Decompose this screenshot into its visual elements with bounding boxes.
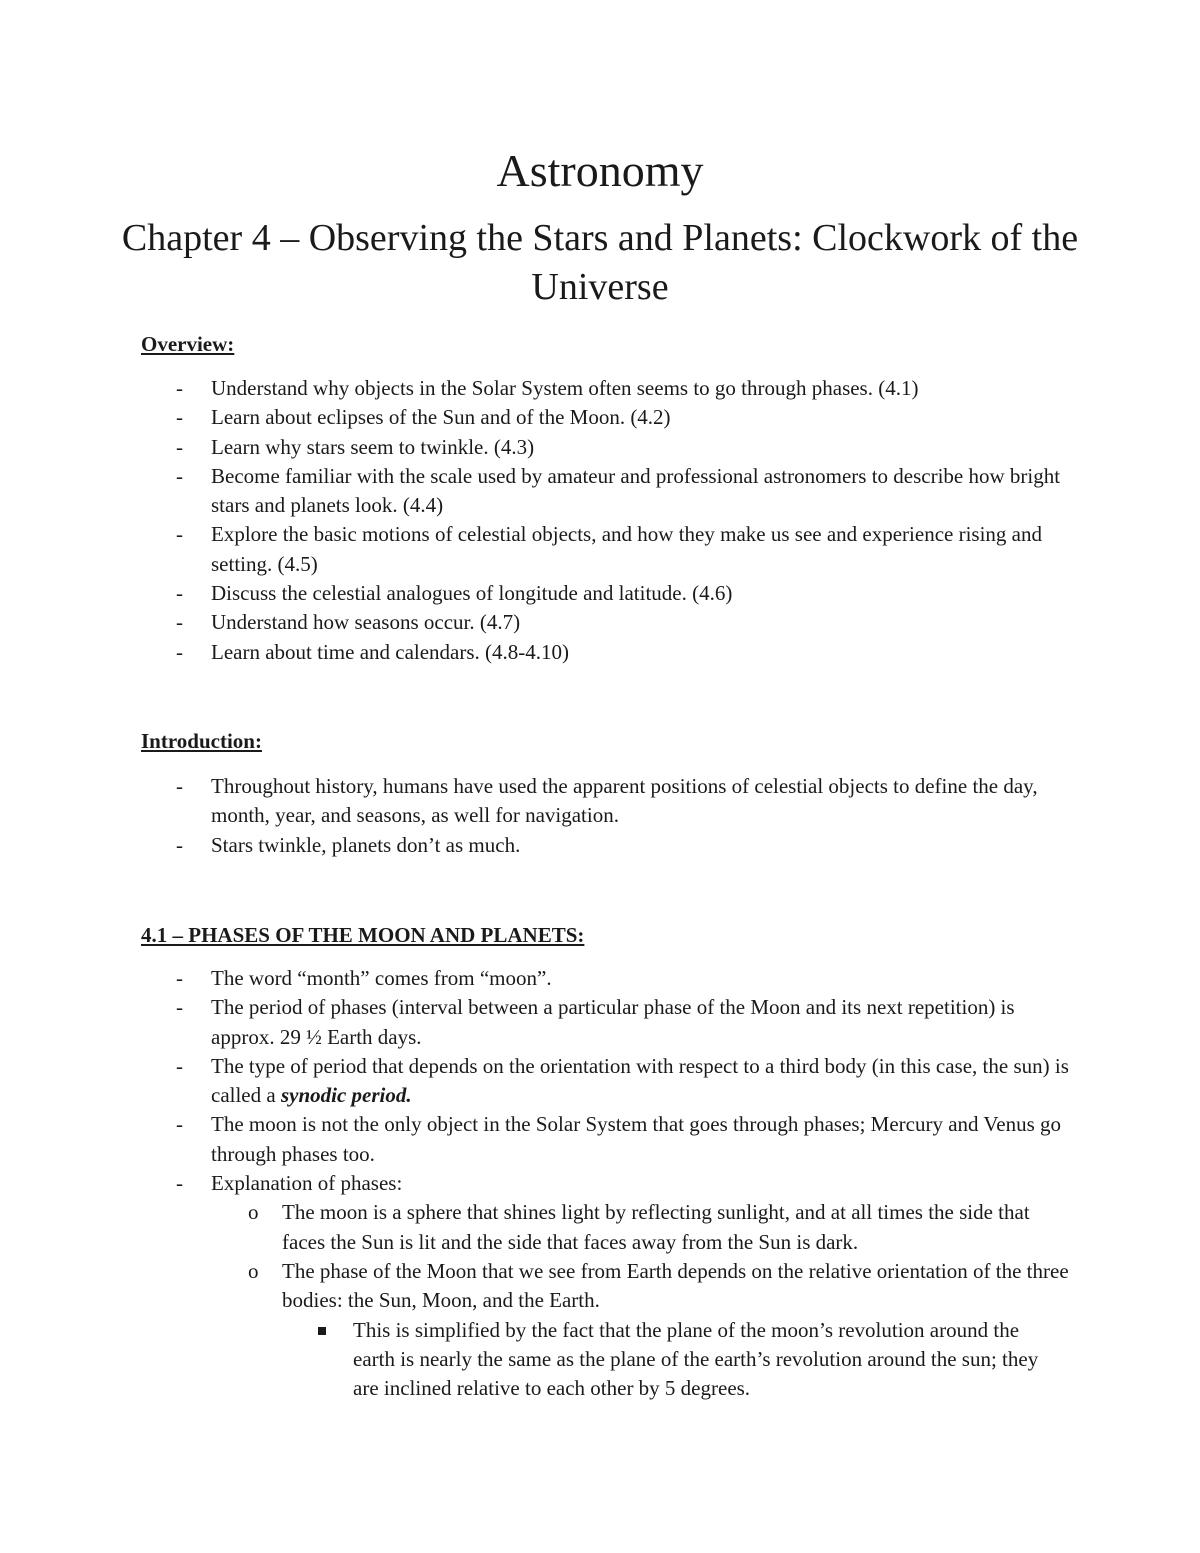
list-item: - Learn why stars seem to twinkle. (4.3) <box>0 433 1071 462</box>
dash-bullet: - <box>176 610 183 635</box>
dash-bullet: - <box>176 966 183 990</box>
synodic-period-term: synodic period. <box>280 1083 412 1108</box>
dash-bullet: - <box>176 639 183 664</box>
chapter-title: Chapter 4 – Observing the Stars and Planets: Clockwork of the Universe <box>121 217 1079 308</box>
dash-bullet: - <box>176 774 183 798</box>
circle-bullet: o <box>248 1200 259 1225</box>
dash-bullet: - <box>176 376 183 400</box>
dash-bullet: - <box>176 581 183 606</box>
list-item: - The period of phases (interval between a particular phase of the Moon and its next repetition) is approx. 29 ½ Earth days. <box>176 995 1015 1049</box>
list-item: - Discuss the celestial analogues of longitude and latitude. (4.6) <box>0 579 1071 608</box>
dash-bullet: - <box>176 1053 183 1078</box>
sub-list-item: o The phase of the Moon that we see from Earth depends on the relative orientation of the three bodies: the Sun, Moon, and the Earth. <box>248 1258 1069 1313</box>
list-item: - The moon is not the only object in the Solar System that goes through phases; Mercury and Venus go through phases too. <box>176 1112 1061 1166</box>
phases-list <box>0 964 1072 1403</box>
dash-bullet: - <box>176 1171 183 1196</box>
list-item: - Explore the basic motions of celestial objects, and how they make us see and experience rising and setting. (4.5) <box>176 522 1042 576</box>
overview-heading: Overview: <box>141 332 235 356</box>
overview-list <box>0 374 1071 667</box>
dash-bullet: - <box>176 1112 183 1137</box>
square-bullet-icon <box>318 1327 326 1335</box>
introduction-list <box>0 772 1071 860</box>
dash-bullet: - <box>176 463 183 488</box>
phases-heading: 4.1 – PHASES OF THE MOON AND PLANETS: <box>141 923 585 947</box>
dash-bullet: - <box>176 522 183 547</box>
dash-bullet: - <box>176 995 183 1020</box>
list-item: - The word “month” comes from “moon”. <box>0 964 1071 993</box>
dash-bullet: - <box>176 832 183 857</box>
list-item: - Stars twinkle, planets don’t as much. <box>0 831 1071 860</box>
list-item: - Learn about eclipses of the Sun and of the Moon. (4.2) <box>0 403 1071 432</box>
list-item: - Explanation of phases: <box>0 1169 1071 1198</box>
list-item: - Learn about time and calendars. (4.8-4.10) <box>0 638 1071 667</box>
circle-bullet: o <box>248 1258 259 1283</box>
list-item: - Understand how seasons occur. (4.7) <box>0 608 1071 637</box>
sub-list-item: o The moon is a sphere that shines light by reflecting sunlight, and at all times the side that faces the Sun is lit and the side that faces away from the Sun is dark. <box>248 1200 1030 1254</box>
document-title: Astronomy <box>496 145 704 196</box>
introduction-heading: Introduction: <box>141 729 262 753</box>
list-item: - Become familiar with the scale used by amateur and professional astronomers to describe how bright stars and planets look. (4.4) <box>176 463 1061 518</box>
dash-bullet: - <box>176 434 183 459</box>
list-item: - Understand why objects in the Solar System often seems to go through phases. (4.1) <box>0 374 1071 403</box>
sub-sub-list-item: This is simplified by the fact that the plane of the moon’s revolution around the earth is nearly the same as the plane of the earth’s revolution around the sun; they are inclined relative to each other by 5 degrees. <box>0 1316 1053 1404</box>
list-item: - The type of period that depends on the orientation with respect to a third body (in this case, the sun) is called a synodic period. <box>176 1053 1069 1108</box>
dash-bullet: - <box>176 405 183 430</box>
list-item: - Throughout history, humans have used the apparent positions of celestial objects to define the day, month, year, and seasons, as well for navigation. <box>176 774 1038 828</box>
